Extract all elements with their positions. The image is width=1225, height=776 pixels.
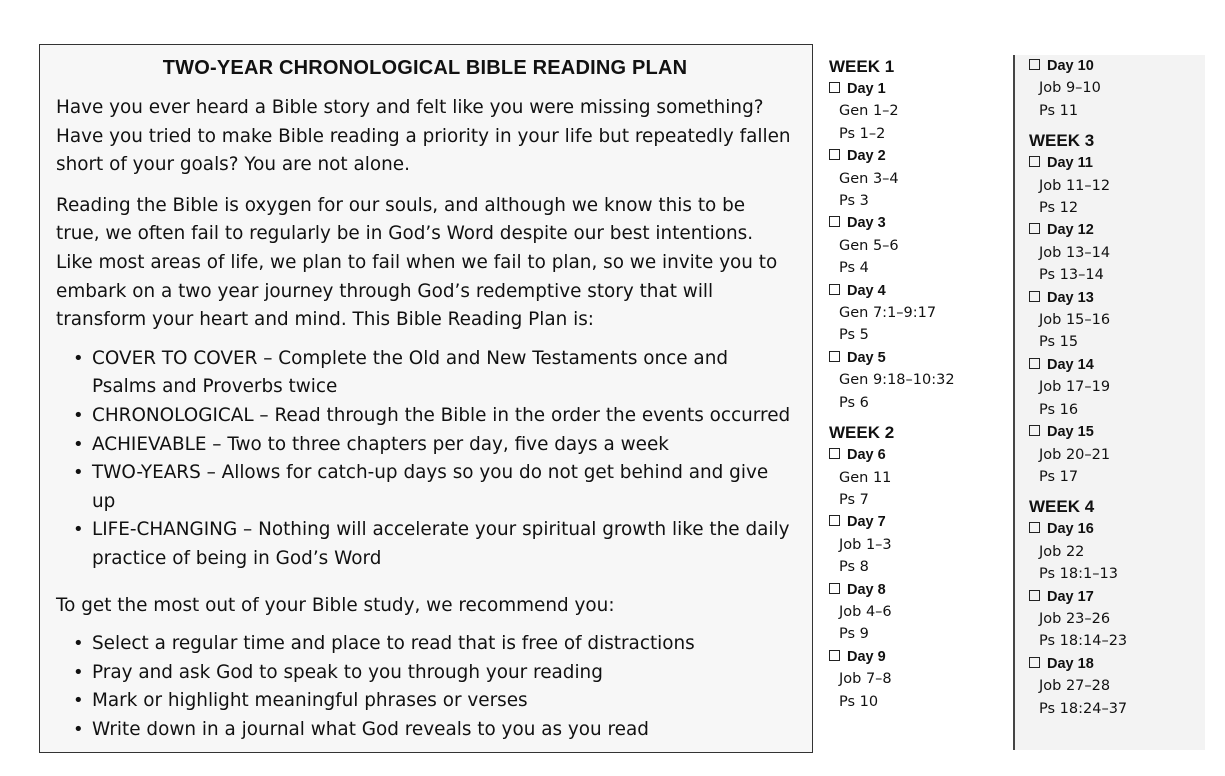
checkbox[interactable] (1029, 522, 1040, 533)
reading: Job 4–6 (839, 603, 892, 620)
checkbox[interactable] (1029, 358, 1040, 369)
reading: Gen 9:18–10:32 (839, 372, 955, 389)
plan-title: TWO-YEAR CHRONOLOGICAL BIBLE READING PLAN (162, 57, 688, 79)
day-row[interactable] (1029, 152, 1205, 174)
day-label: Day 13 (1047, 289, 1094, 306)
day-label: Day 6 (847, 447, 886, 464)
recommendation-item: • Mark or highlight meaningful phrases or verses (56, 687, 794, 716)
reading: Ps 9 (839, 626, 869, 643)
day-row[interactable] (829, 78, 1009, 100)
intro-paragraph: Reading the Bible is oxygen for our souls, and although we know this to be true, we often fail to regularly be in God’s Word despite our best intentions. Like most areas of life, we plan to fail when we fail to plan, so we invite you to embark on a two year journey through God’s redemptive story that will transform your heart and mind. This Bible Reading Plan is: (56, 194, 778, 331)
reading: Job 22 (1039, 543, 1085, 560)
checkbox[interactable] (829, 284, 840, 295)
day-row[interactable] (1029, 219, 1205, 241)
day-label: Day 7 (847, 514, 886, 531)
day-row[interactable] (1029, 55, 1205, 77)
checkbox[interactable] (829, 351, 840, 362)
checkbox[interactable] (829, 515, 840, 526)
day-row[interactable] (829, 511, 1009, 533)
reading: Ps 3 (839, 193, 869, 210)
day-label: Day 14 (1047, 356, 1094, 373)
checkbox[interactable] (829, 583, 840, 594)
reading: Job 13–14 (1039, 244, 1111, 261)
reading: Ps 18:1–13 (1039, 566, 1118, 583)
feature-item: • COVER TO COVER – Complete the Old and New Testaments once and Psalms and Proverbs twice (56, 345, 794, 402)
week-heading: WEEK 4 (1029, 497, 1095, 517)
checkbox[interactable] (1029, 425, 1040, 436)
day-label: Day 11 (1047, 155, 1093, 172)
feature-item: • ACHIEVABLE – Two to three chapters per day, five days a week (56, 431, 794, 460)
day-label: Day 4 (847, 282, 886, 299)
day-row[interactable] (829, 145, 1009, 167)
reading: Gen 7:1–9:17 (839, 305, 937, 322)
day-label: Day 16 (1047, 521, 1094, 538)
checkbox[interactable] (829, 149, 840, 160)
day-label: Day 17 (1047, 588, 1094, 605)
reading: Ps 15 (1039, 334, 1079, 351)
day-row[interactable] (1029, 586, 1205, 608)
reading: Job 7–8 (839, 671, 892, 688)
week-heading: WEEK 2 (829, 423, 895, 443)
recommendation-item: • Write down in a journal what God reveals to you as you read (56, 716, 794, 745)
reading: Ps 10 (839, 693, 879, 710)
checkbox[interactable] (1029, 657, 1040, 668)
reading: Ps 11 (1039, 102, 1079, 119)
day-label: Day 5 (847, 349, 886, 366)
checkbox[interactable] (1029, 291, 1040, 302)
recommendation-item: • Pray and ask God to speak to you through your reading (56, 659, 794, 688)
day-label: Day 1 (847, 81, 886, 97)
reading: Ps 5 (839, 327, 869, 344)
checkbox[interactable] (1029, 156, 1040, 167)
checkbox[interactable] (829, 448, 840, 459)
day-label: Day 10 (1047, 58, 1094, 74)
day-row[interactable] (829, 280, 1009, 302)
day-row[interactable] (1029, 287, 1205, 309)
reading: Ps 17 (1039, 468, 1079, 485)
recommendation-list (56, 630, 794, 744)
checkbox[interactable] (829, 82, 840, 93)
week-heading: WEEK 3 (1029, 131, 1095, 151)
recommend-intro: To get the most out of your Bible study, we recommend you: (56, 594, 615, 616)
checkbox[interactable] (1029, 59, 1040, 70)
checkbox[interactable] (829, 216, 840, 227)
day-label: Day 3 (847, 215, 886, 232)
reading: Ps 13–14 (1039, 267, 1104, 284)
reading: Gen 3–4 (839, 170, 899, 187)
day-label: Day 8 (847, 581, 886, 598)
day-label: Day 15 (1047, 424, 1094, 441)
week-heading: WEEK 1 (829, 57, 895, 76)
reading: Gen 11 (839, 469, 892, 486)
reading: Ps 12 (1039, 200, 1079, 217)
reading: Ps 4 (839, 260, 869, 277)
reading: Ps 18:24–37 (1039, 700, 1128, 717)
reading: Ps 6 (839, 394, 869, 411)
day-row[interactable] (1029, 354, 1205, 376)
intro-paragraph: Have you ever heard a Bible story and felt like you were missing something? Have you tried to make Bible reading a priority in your life but repeatedly fallen short of your goals? You are not alone. (56, 97, 791, 176)
feature-item: • TWO-YEARS – Allows for catch-up days so you do not get behind and give up (56, 459, 794, 516)
checkbox[interactable] (829, 650, 840, 661)
plan-intro-panel (39, 44, 813, 753)
day-label: Day 9 (847, 648, 886, 665)
day-row[interactable] (829, 444, 1009, 466)
day-label: Day 18 (1047, 655, 1094, 672)
day-row[interactable] (829, 347, 1009, 369)
reading: Job 23–26 (1039, 610, 1111, 627)
reading: Ps 8 (839, 559, 869, 576)
day-label: Day 12 (1047, 222, 1094, 239)
schedule-column-2 (1013, 55, 1205, 750)
reading: Gen 5–6 (839, 237, 899, 254)
day-row[interactable] (829, 646, 1009, 668)
reading: Job 9–10 (1039, 80, 1101, 97)
recommendation-item: • Select a regular time and place to read that is free of distractions (56, 630, 794, 659)
feature-item: • CHRONOLOGICAL – Read through the Bible in the order the events occurred (56, 402, 794, 431)
day-label: Day 2 (847, 148, 886, 165)
reading: Job 11–12 (1039, 177, 1111, 194)
reading: Job 15–16 (1039, 312, 1111, 329)
schedule-column-1 (829, 56, 1009, 713)
feature-list (56, 345, 794, 574)
reading: Job 17–19 (1039, 379, 1111, 396)
reading: Job 1–3 (839, 536, 892, 553)
day-row[interactable] (829, 579, 1009, 601)
checkbox[interactable] (1029, 223, 1040, 234)
day-row[interactable] (1029, 421, 1205, 443)
reading: Ps 7 (839, 491, 869, 508)
reading: Gen 1–2 (839, 103, 899, 120)
reading: Ps 1–2 (839, 125, 886, 142)
reading: Ps 18:14–23 (1039, 633, 1128, 650)
day-row[interactable] (1029, 518, 1205, 540)
reading: Job 27–28 (1039, 678, 1111, 695)
reading: Job 20–21 (1039, 446, 1111, 463)
reading: Ps 16 (1039, 401, 1079, 418)
day-row[interactable] (829, 212, 1009, 234)
day-row[interactable] (1029, 653, 1205, 675)
feature-item: • LIFE-CHANGING – Nothing will accelerate your spiritual growth like the daily practice of being in God’s Word (56, 516, 794, 573)
checkbox[interactable] (1029, 590, 1040, 601)
